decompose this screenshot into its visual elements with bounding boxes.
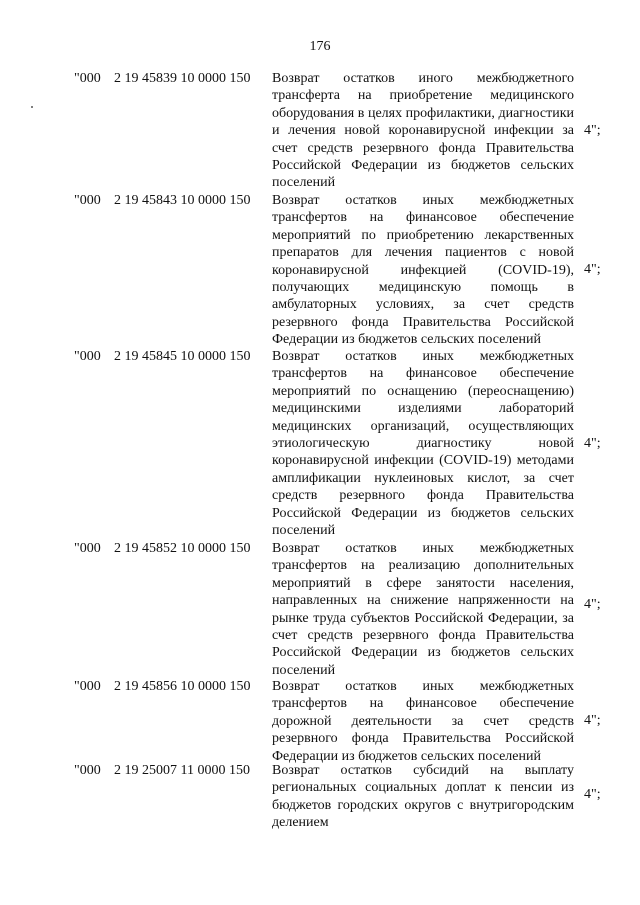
row-description: Возврат остатков иного межбюджетного трансферта на приобретение медицинского оборудования в целях профилактики, диагностики и лечения новой коронавирусной инфекции за счет средств резервного фонда Правительства Российской Федерации из бюджетов сельских поселений [272, 71, 574, 191]
row-value: 4"; [584, 787, 601, 802]
page-number: 176 [309, 39, 331, 54]
budget-code: 2 19 25007 11 0000 150 [114, 763, 250, 778]
budget-code: 2 19 45845 10 0000 150 [114, 349, 251, 364]
row-prefix: "000 [74, 349, 101, 364]
row-description: Возврат остатков иных межбюджетных трансфертов на финансовое обеспечение дорожной деятельности за счет средств резервного фонда Правительства Российской Федерации из бюджетов сельских поселений [272, 679, 574, 764]
scan-speck [31, 106, 33, 108]
row-prefix: "000 [74, 541, 101, 556]
row-description: Возврат остатков иных межбюджетных трансфертов на финансовое обеспечение мероприятий по приобретению лекарственных препаратов для лечения пациентов с новой коронавирусной инфекцией (COVID-19), получающих медицинскую помощь в амбулаторных условиях, за счет средств резервного фонда Правительства Российской Федерации из бюджетов сельских поселений [272, 193, 574, 348]
row-value: 4"; [584, 123, 601, 138]
row-description: Возврат остатков иных межбюджетных трансфертов на реализацию дополнительных мероприятий в сфере занятости населения, направленных на снижение напряженности на рынке труда субъектов Российской Федерации, за счет средств резервного фонда Правительства Российской Федерации из бюджетов сельских поселений [272, 541, 574, 678]
budget-code: 2 19 45843 10 0000 150 [114, 193, 251, 208]
budget-code: 2 19 45839 10 0000 150 [114, 71, 251, 86]
row-value: 4"; [584, 262, 601, 277]
budget-code: 2 19 45852 10 0000 150 [114, 541, 251, 556]
row-prefix: "000 [74, 71, 101, 86]
budget-code: 2 19 45856 10 0000 150 [114, 679, 251, 694]
row-description: Возврат остатков иных межбюджетных трансфертов на финансовое обеспечение мероприятий по оснащению (переоснащению) медицинскими изделиями лабораторий медицинских организаций, осуществляющих этиологическую диагностику новой коронавирусной инфекции (COVID-19) методами амплификации нуклеиновых кислот, за счет средств резервного фонда Правительства Российской Федерации из бюджетов сельских поселений [272, 349, 574, 539]
row-prefix: "000 [74, 679, 101, 694]
row-prefix: "000 [74, 193, 101, 208]
row-description: Возврат остатков субсидий на выплату региональных социальных доплат к пенсии из бюджетов городских округов с внутригородским делением [272, 763, 574, 831]
row-value: 4"; [584, 713, 601, 728]
row-value: 4"; [584, 436, 601, 451]
row-value: 4"; [584, 597, 601, 612]
row-prefix: "000 [74, 763, 101, 778]
